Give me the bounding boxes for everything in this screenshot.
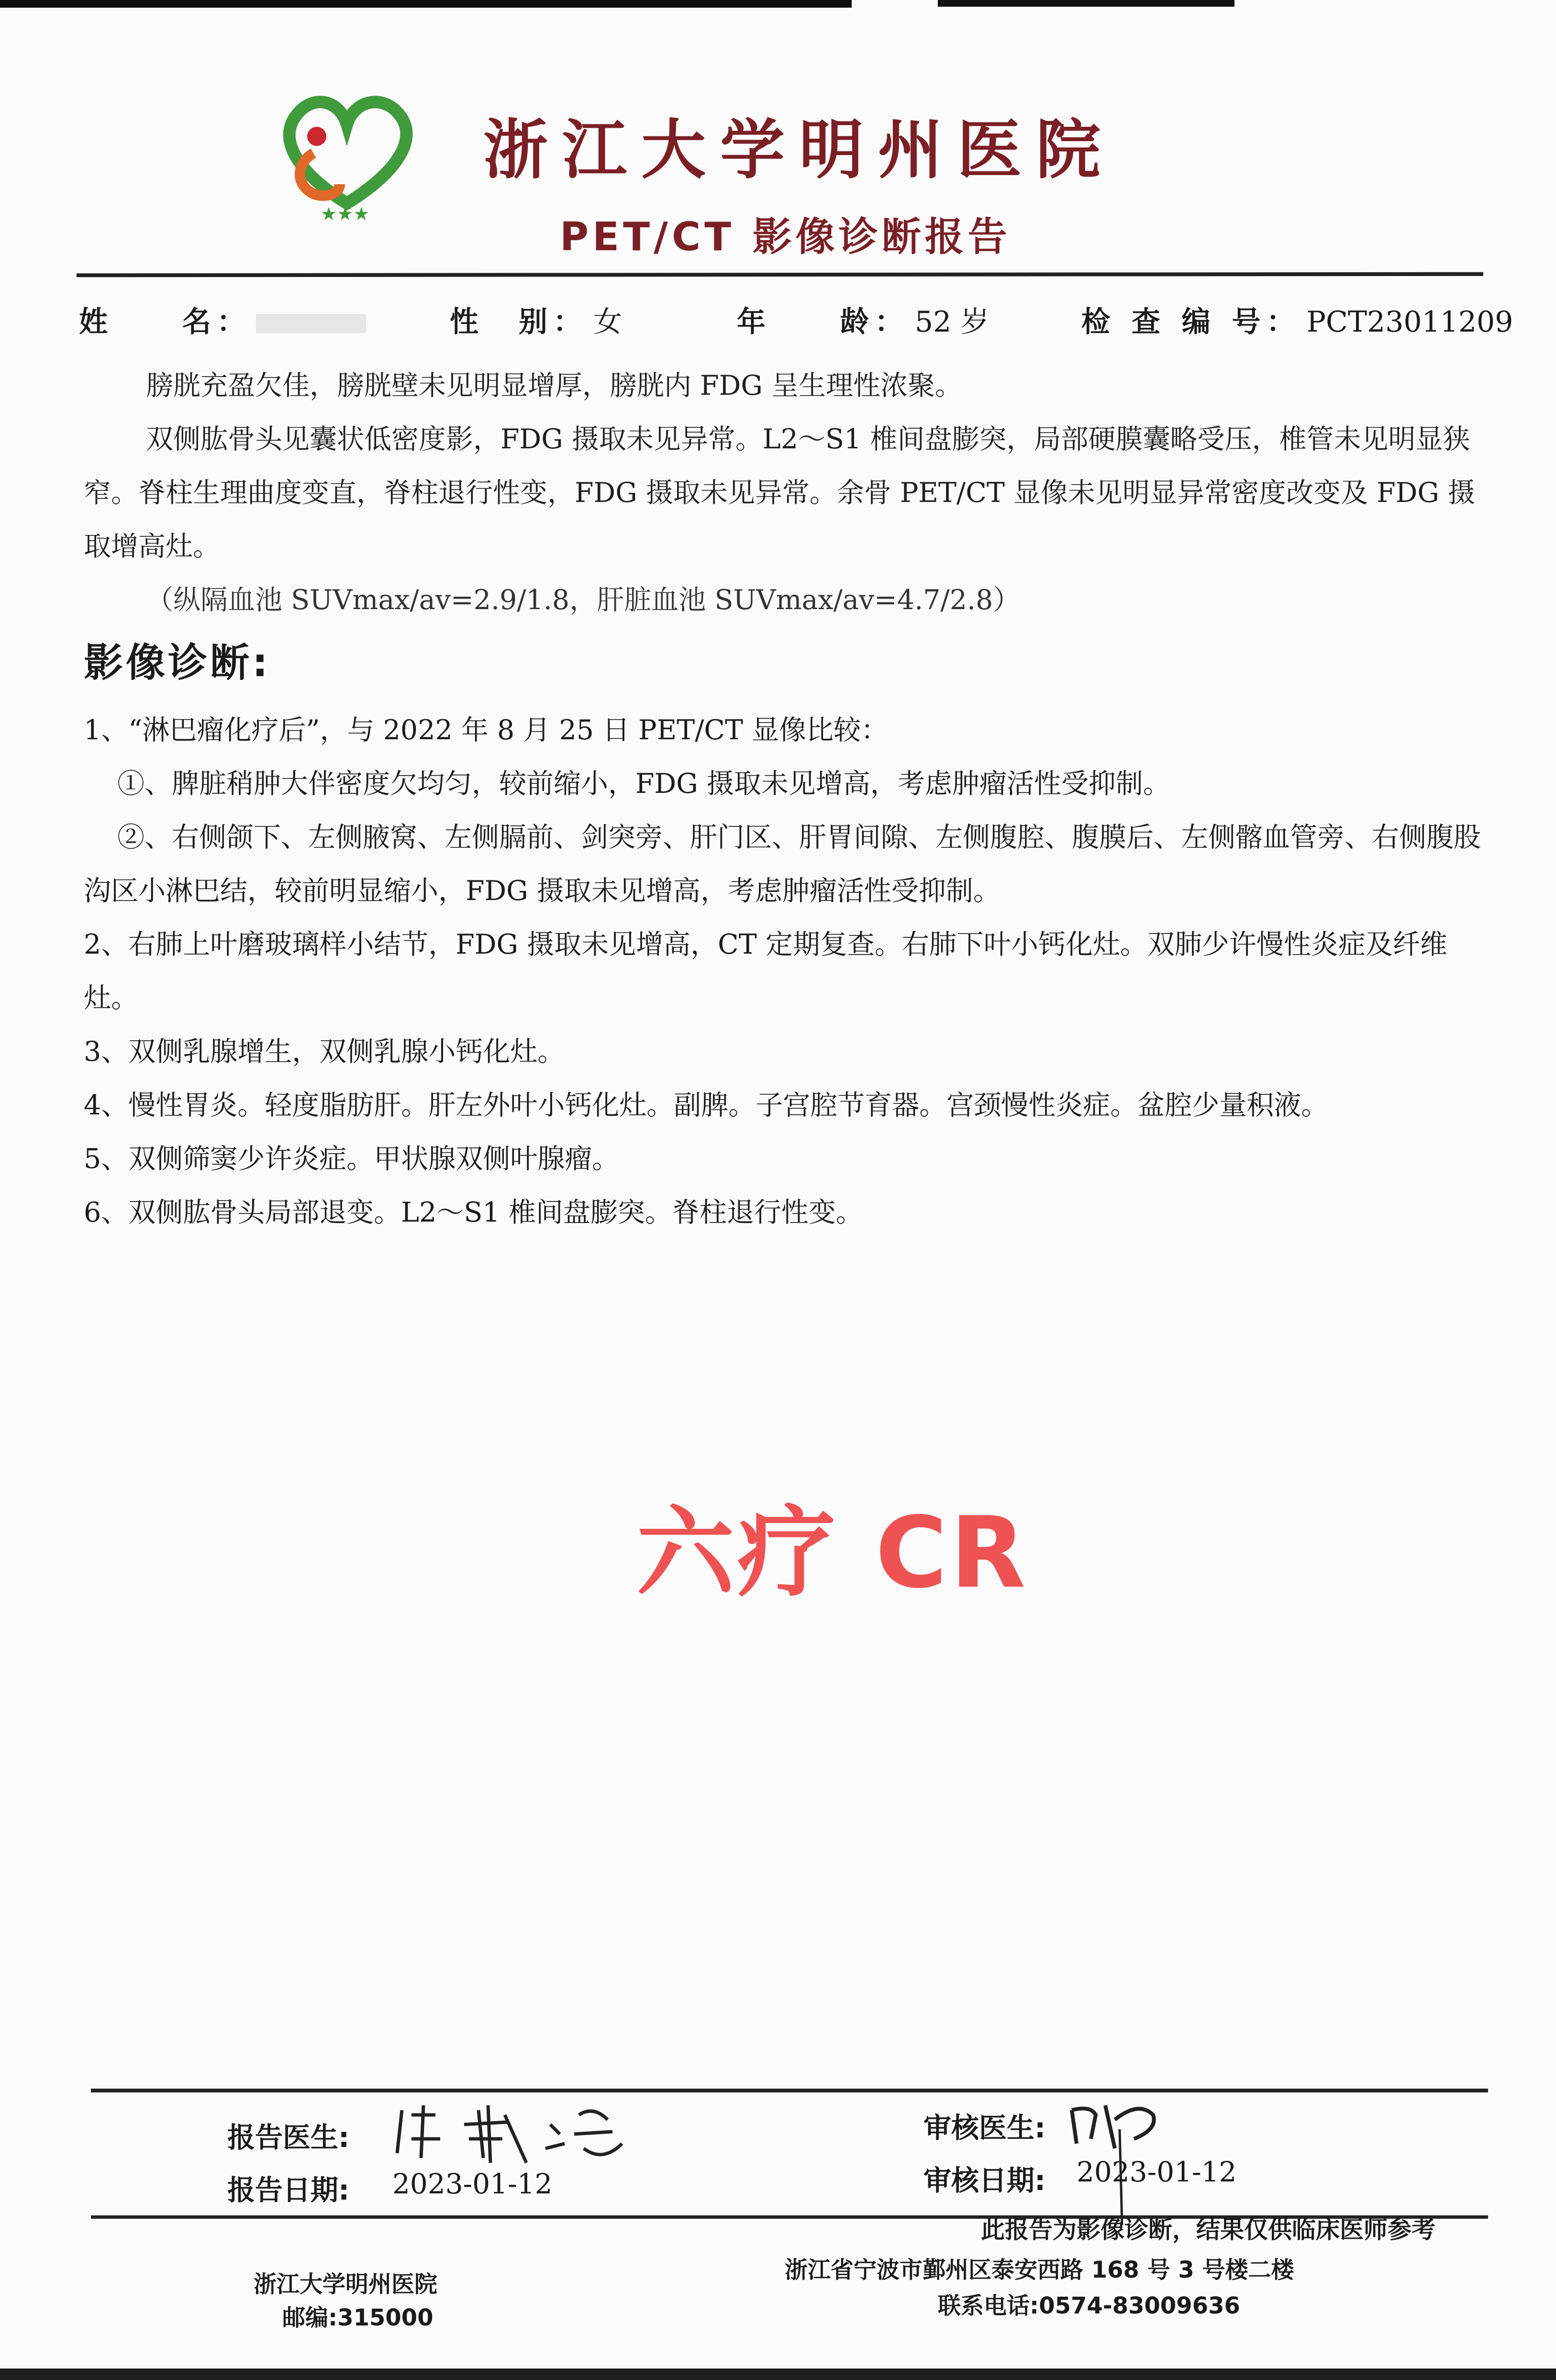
diagnosis-item: 5、双侧筛窦少许炎症。甲状腺双侧叶腺瘤。 bbox=[84, 1143, 620, 1175]
patient-name-redacted bbox=[256, 314, 366, 333]
diagnosis-item: 3、双侧乳腺增生，双侧乳腺小钙化灶。 bbox=[84, 1036, 565, 1068]
patient-sex-label: 性 别： bbox=[450, 305, 588, 339]
exam-number-value: PCT23011209 bbox=[1306, 305, 1513, 339]
review-date-label: 审核日期: bbox=[923, 2164, 1046, 2197]
exam-number-label: 检 查 编 号： bbox=[1081, 305, 1301, 339]
findings-section bbox=[84, 359, 1481, 627]
logo-dot-red bbox=[307, 127, 326, 146]
report-doctor-label: 报告医生: bbox=[227, 2121, 350, 2154]
hospital-title: 浙江大学明州医院 bbox=[483, 111, 1115, 188]
handwritten-annotation: 六疗 CR bbox=[636, 1496, 1029, 1610]
logo-stars: ★★★ bbox=[321, 203, 370, 224]
diagnosis-item: 2、右肺上叶磨玻璃样小结节，FDG 摄取未见增高，CT 定期复查。右肺下叶小钙化灶。双肺少许慢性炎症及纤维灶。 bbox=[84, 929, 1447, 1014]
signoff-top-divider bbox=[91, 2089, 1488, 2092]
header-divider bbox=[77, 272, 1483, 278]
patient-sex-value: 女 bbox=[593, 305, 622, 339]
review-date-value: 2023-01-12 bbox=[1077, 2156, 1237, 2188]
footer-hospital-name: 浙江大学明州医院 bbox=[254, 2271, 438, 2298]
report-doctor-signature bbox=[392, 2096, 641, 2168]
patient-age-value: 52 岁 bbox=[915, 305, 989, 339]
exam-number-field bbox=[1081, 299, 1513, 340]
patient-sex-field bbox=[450, 299, 622, 340]
diagnosis-item: 4、慢性胃炎。轻度脂肪肝。肝左外叶小钙化灶。副脾。子宫腔节育器。宫颈慢性炎症。盆腔少量积液。 bbox=[84, 1090, 1329, 1121]
patient-name-label: 姓 名： bbox=[79, 305, 251, 339]
report-disclaimer: 此报告为影像诊断，结果仅供临床医师参考 bbox=[981, 2216, 1435, 2244]
report-date-value: 2023-01-12 bbox=[392, 2168, 553, 2200]
report-title: PET/CT 影像诊断报告 bbox=[560, 214, 1011, 260]
diagnosis-heading: 影像诊断: bbox=[84, 640, 271, 686]
hospital-logo-icon bbox=[268, 81, 426, 225]
report-date-label: 报告日期: bbox=[227, 2174, 350, 2206]
scan-edge-bottom bbox=[0, 2369, 1556, 2380]
patient-age-label: 年 龄： bbox=[737, 305, 909, 339]
footer-postcode: 邮编:315000 bbox=[282, 2304, 433, 2331]
review-doctor-label: 审核医生: bbox=[923, 2112, 1046, 2144]
diagnosis-item: 6、双侧肱骨头局部退变。L2～S1 椎间盘膨突。脊柱退行性变。 bbox=[84, 1197, 863, 1228]
footer-address: 浙江省宁波市鄞州区泰安西路 168 号 3 号楼二楼 bbox=[785, 2257, 1294, 2283]
patient-age-field bbox=[737, 299, 989, 340]
finding-paragraph: 膀胱充盈欠佳，膀胱壁未见明显增厚，膀胱内 FDG 呈生理性浓聚。 bbox=[146, 370, 963, 401]
footer-phone: 联系电话:0574-83009636 bbox=[938, 2292, 1240, 2319]
diagnosis-item: 1、“淋巴瘤化疗后”，与 2022 年 8 月 25 日 PET/CT 显像比较： bbox=[84, 714, 889, 746]
scan-edge-top-left bbox=[0, 0, 852, 8]
diagnosis-subitem: ①、脾脏稍肿大伴密度欠均匀，较前缩小，FDG 摄取未见增高，考虑肿瘤活性受抑制。 bbox=[117, 768, 1170, 800]
scan-edge-top-right bbox=[938, 0, 1234, 7]
finding-paragraph: 双侧肱骨头见囊状低密度影，FDG 摄取未见异常。L2～S1 椎间盘膨突，局部硬膜囊略受压，椎管未见明显狭窄。脊柱生理曲度变直，脊柱退行性变，FDG 摄取未见异常。余骨 PET/CT 显像未见明显异常密度改变及 FDG 摄取增高灶。 bbox=[84, 423, 1475, 562]
finding-paragraph: （纵隔血池 SUVmax/av=2.9/1.8，肝脏血池 SUVmax/av=4.7/2.8） bbox=[146, 584, 1021, 616]
diagnosis-subitem: ②、右侧颌下、左侧腋窝、左侧膈前、剑突旁、肝门区、肝胃间隙、左侧腹腔、腹膜后、左侧髂血管旁、右侧腹股沟区小淋巴结，较前明显缩小，FDG 摄取未见增高，考虑肿瘤活性受抑制。 bbox=[84, 822, 1481, 907]
patient-name-field bbox=[79, 299, 366, 340]
diagnosis-list bbox=[84, 703, 1481, 1239]
